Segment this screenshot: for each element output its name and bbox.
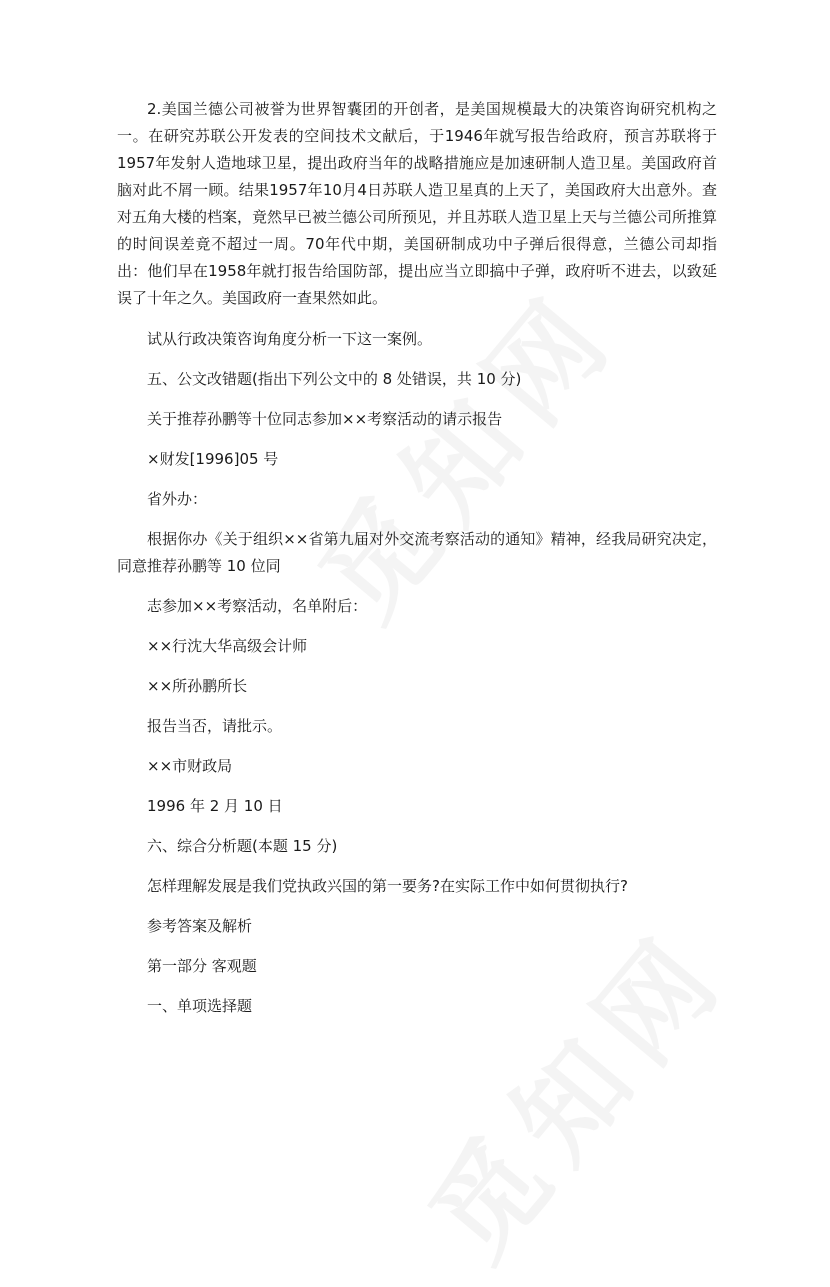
doc-list-item: ××行沈大华高级会计师 bbox=[147, 637, 308, 655]
doc-recipient: 省外办： bbox=[147, 490, 208, 508]
doc-date: 1996 年 2 月 10 日 bbox=[147, 797, 283, 815]
section-6-question: 怎样理解发展是我们党执政兴国的第一要务?在实际工作中如何贯彻执行? bbox=[147, 877, 628, 895]
part-1-section-1: 一、单项选择题 bbox=[147, 997, 253, 1015]
doc-body-continued: 志参加××考察活动，名单附后： bbox=[147, 597, 368, 615]
doc-number: ×财发[1996]05 号 bbox=[147, 450, 279, 468]
section-5-title: 五、公文改错题(指出下列公文中的 8 处错误，共 10 分) bbox=[147, 370, 522, 388]
case-question: 试从行政决策咨询角度分析一下这一案例。 bbox=[147, 330, 433, 348]
doc-closing: 报告当否，请批示。 bbox=[147, 717, 283, 735]
doc-sender: ××市财政局 bbox=[147, 757, 233, 775]
doc-title: 关于推荐孙鹏等十位同志参加××考察活动的请示报告 bbox=[147, 410, 503, 428]
doc-body: 根据你办《关于组织××省第九届对外交流考察活动的通知》精神，经我局研究决定，同意推荐孙鹏等 10 位同 bbox=[117, 530, 717, 575]
section-6-title: 六、综合分析题(本题 15 分) bbox=[147, 837, 338, 855]
doc-list-item: ××所孙鹏所长 bbox=[147, 677, 248, 695]
part-1-title: 第一部分 客观题 bbox=[147, 957, 257, 975]
answers-title: 参考答案及解析 bbox=[147, 917, 253, 935]
document-body bbox=[117, 96, 717, 1020]
case-paragraph: 2.美国兰德公司被誉为世界智囊团的开创者，是美国规模最大的决策咨询研究机构之一。在研究苏联公开发表的空间技术文献后，于1946年就写报告给政府，预言苏联将于1957年发射人造地球卫星，提出政府当年的战略措施应是加速研制人造卫星。美国政府首脑对此不屑一顾。结果1957年10月4日苏联人造卫星真的上天了，美国政府大出意外。查对五角大楼的档案，竟然早已被兰德公司所预见，并且苏联人造卫星上天与兰德公司所推算的时间误差竟不超过一周。70年代中期，美国研制成功中子弹后很得意，兰德公司却指出：他们早在1958年就打报告给国防部，提出应当立即搞中子弹，政府听不进去，以致延误了十年之久。美国政府一查果然如此。 bbox=[117, 100, 718, 307]
